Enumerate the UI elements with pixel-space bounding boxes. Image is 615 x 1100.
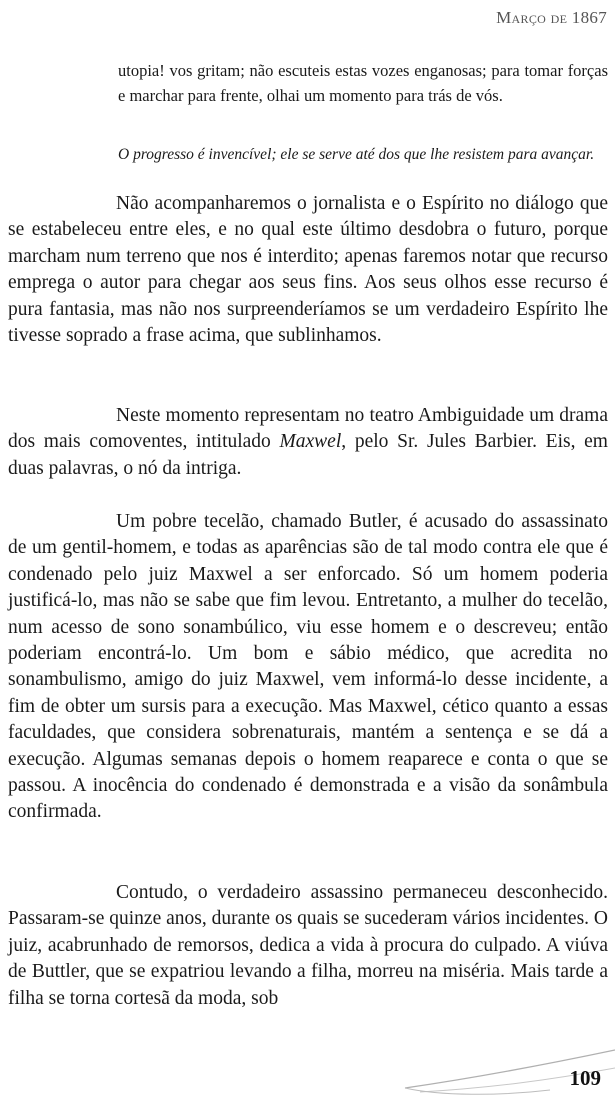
paragraph-2	[8, 403, 608, 482]
quote-text: utopia! vos gritam; não escuteis estas vozes enganosas; para tomar forças e marchar para frente, olhai um momento para trás de vós.	[118, 61, 608, 105]
quote-emphasis: O progresso é invencível; ele se serve até dos que lhe resistem para avançar.	[118, 146, 595, 163]
paragraph-2-after: , pelo Sr. Jules Barbier. Eis, em duas palavras, o nó da intriga.	[8, 431, 608, 479]
paragraph-1: Não acompanharemos o jornalista e o Espírito no diálogo que se estabeleceu entre eles, e no qual este último desdobra o futuro, porque marcham num terreno que nos é interdito; apenas faremos notar que recurso emprega o autor para chegar aos seus fins. Aos seus olhos esse recurso é pura fantasia, mas não nos surpreenderíamos se um verdadeiro Espírito lhe tivesse soprado a frase acima, que sublinhamos.	[8, 193, 608, 347]
paragraph-2-before: Neste momento representam no teatro Ambiguidade um drama dos mais comoventes, intitulado	[8, 405, 608, 453]
paragraph-4: Contudo, o verdadeiro assassino permaneceu desconhecido. Passaram-se quinze anos, durante os quais se sucederam vários incidentes. O juiz, acabrunhado de remorsos, dedica a vida à procura do culpado. A viúva de Buttler, que se expatriou levando a filha, morreu na miséria. Mais tarde a filha se torna cortesã da moda, sob	[8, 882, 608, 1009]
page-number: 109	[569, 1066, 601, 1090]
running-header: Março de 1867	[496, 8, 607, 27]
play-title: Maxwel	[279, 431, 342, 453]
paragraph-3: Um pobre tecelão, chamado Butler, é acusado do assassinato de um gentil-homem, e todas as aparências são de tal modo contra ele que é condenado pelo juiz Maxwel a ser enforcado. Só um homem poderia justificá-lo, mas não se sabe que fim levou. Entretanto, a mulher do tecelão, num acesso de sono sonambúlico, viu esse homem e o descreveu; então poderiam encontrá-lo. Um bom e sábio médico, que acredita no sonambulismo, amigo do juiz Maxwel, vem informá-lo desse incidente, a fim de obter um sursis para a execução. Mas Maxwel, cético quanto a essas faculdades, que considera sobrenaturais, mantém a sentença e se dá a execução. Algumas semanas depois o homem reaparece e conta o que se passou. A inocência do condenado é demonstrada e a visão da sonâmbula confirmada.	[8, 511, 608, 823]
